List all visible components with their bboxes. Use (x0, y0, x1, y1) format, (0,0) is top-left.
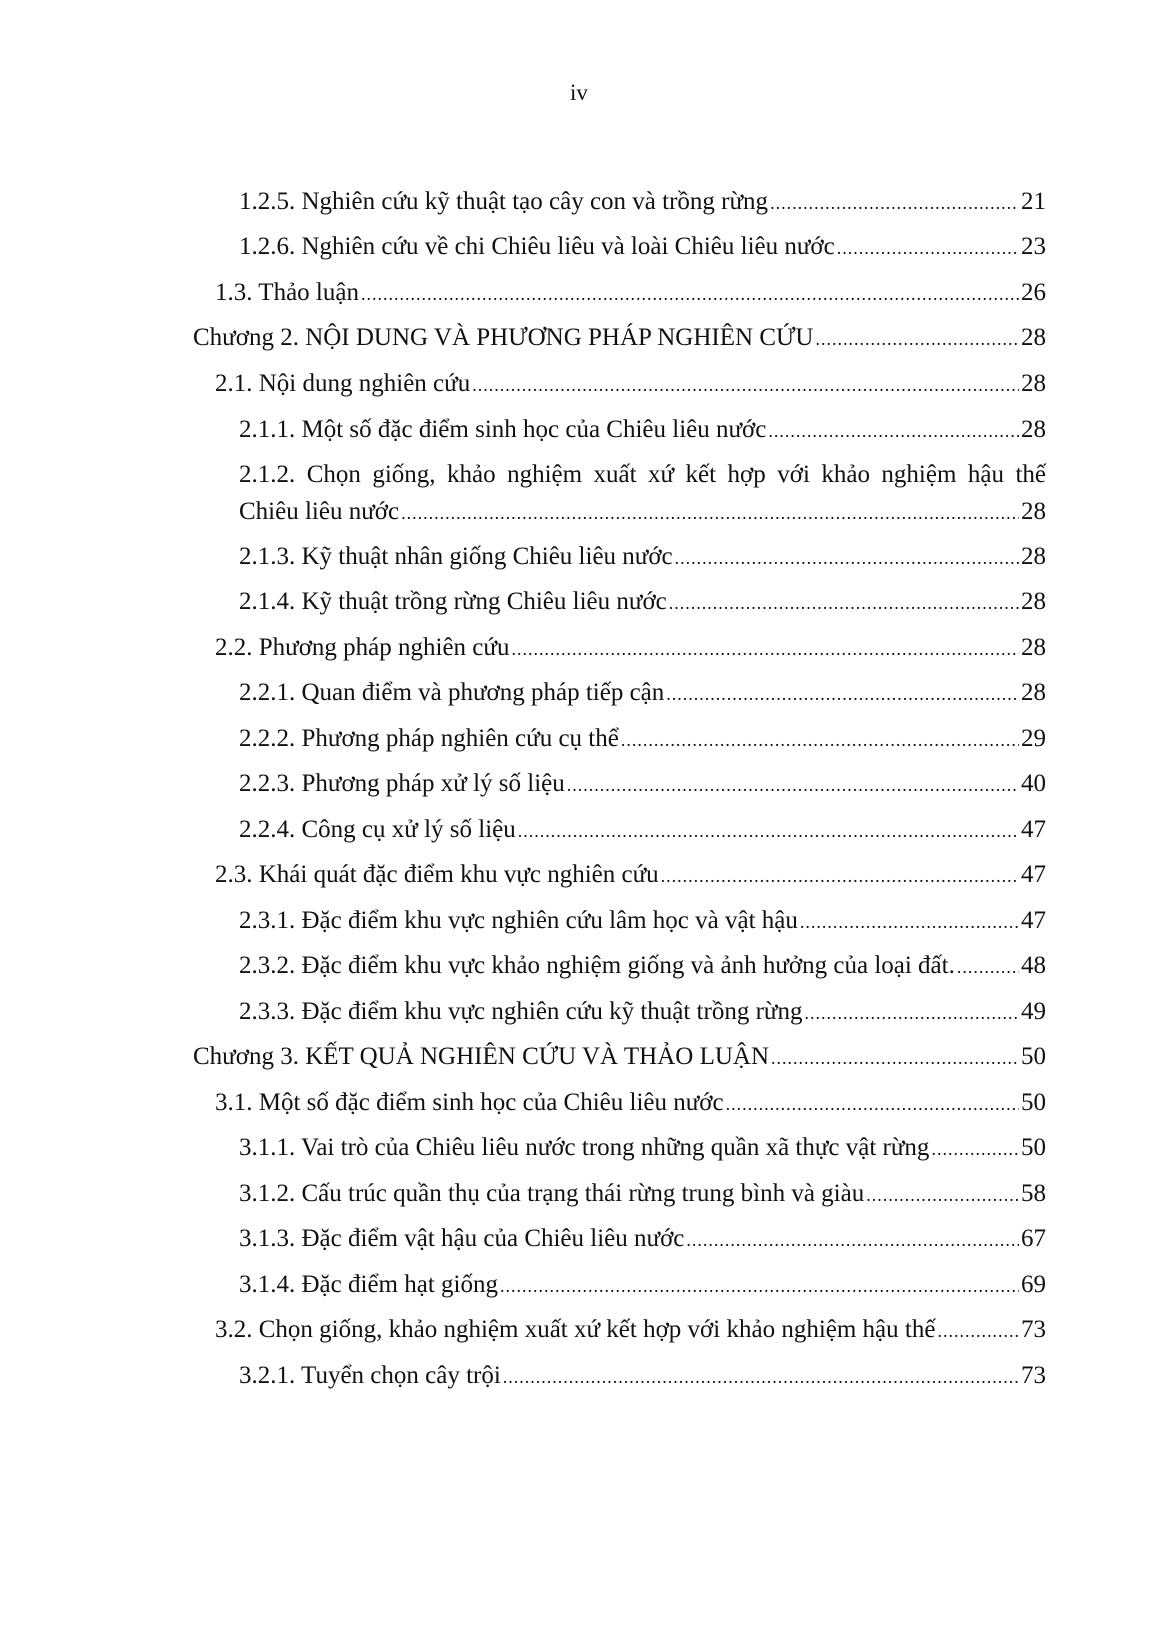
toc-entry-page: 28 (1021, 634, 1046, 661)
toc-entry-page: 47 (1021, 907, 1046, 934)
dot-leader (503, 1361, 1019, 1393)
toc-entry-title: 2.1.3. Kỹ thuật nhân giống Chiêu liêu nước (239, 543, 673, 570)
toc-entry-2-3-3[interactable] (239, 996, 1046, 1029)
dot-leader (472, 369, 1019, 401)
dot-leader (937, 1315, 1019, 1347)
toc-entry-page: 49 (1021, 998, 1046, 1025)
toc-entry-title: 2.3.2. Đặc điểm khu vực khảo nghiệm giống và ảnh hưởng của loại đất. (239, 952, 955, 979)
dot-leader (726, 1088, 1019, 1120)
toc-entry-page: 28 (1021, 543, 1046, 570)
dot-leader (661, 860, 1019, 892)
dot-leader (768, 415, 1019, 447)
toc-entry-title: 1.3. Thảo luận (215, 279, 359, 306)
dot-leader (770, 187, 1019, 219)
toc-entry-page: 58 (1021, 1180, 1046, 1207)
dot-leader (567, 769, 1019, 801)
toc-entry-3-2[interactable] (215, 1314, 1046, 1347)
toc-entry-3-1-4[interactable] (239, 1269, 1046, 1302)
toc-entry-title: 3.1.2. Cấu trúc quần thụ của trạng thái rừng trung bình và giàu (239, 1180, 865, 1207)
toc-entry-2-1-2[interactable] (239, 459, 1046, 529)
toc-entry-2-2[interactable] (215, 632, 1046, 665)
dot-leader (866, 1179, 1019, 1211)
dot-leader (401, 497, 1019, 529)
toc-entry-2-2-4[interactable] (239, 814, 1046, 847)
dot-leader (957, 951, 1019, 983)
toc-entry-3-1-1[interactable] (239, 1132, 1046, 1165)
toc-entry-page: 29 (1021, 725, 1046, 752)
toc-entry-1-2-5[interactable] (239, 186, 1046, 219)
dot-leader (804, 997, 1019, 1029)
dot-leader (675, 542, 1019, 574)
toc-entry-title: Chương 3. KẾT QUẢ NGHIÊN CỨU VÀ THẢO LUẬN (193, 1043, 770, 1070)
toc-entry-title: 3.1.4. Đặc điểm hạt giống (239, 1271, 498, 1298)
dot-leader (361, 278, 1019, 310)
dot-leader (837, 232, 1019, 264)
toc-entry-title: 2.3.3. Đặc điểm khu vực nghiên cứu kỹ thuật trồng rừng (239, 998, 803, 1025)
toc-entry-2-2-3[interactable] (239, 768, 1046, 801)
toc-entry-page: 40 (1021, 770, 1046, 797)
toc-entry-title: 2.3. Khái quát đặc điểm khu vực nghiên cứu (215, 861, 659, 888)
toc-entry-chapter-3[interactable] (193, 1041, 1046, 1074)
toc-entry-3-2-1[interactable] (239, 1360, 1046, 1393)
dot-leader (500, 1270, 1019, 1302)
page-number: iv (570, 80, 588, 105)
toc-entry-2-2-2[interactable] (239, 723, 1046, 756)
toc-entry-2-3-1[interactable] (239, 905, 1046, 938)
toc-entry-page: 50 (1021, 1134, 1046, 1161)
dot-leader (621, 724, 1019, 756)
toc-entry-page: 23 (1021, 233, 1046, 260)
toc-entry-2-3[interactable] (215, 859, 1046, 892)
toc-entry-title-cont: Chiêu liêu nước (239, 498, 400, 525)
toc-entry-page: 69 (1021, 1271, 1046, 1298)
toc-entry-2-1-3[interactable] (239, 541, 1046, 574)
toc-entry-page: 50 (1021, 1043, 1046, 1070)
toc-entry-page: 48 (1021, 952, 1046, 979)
toc-entry-title: 1.2.6. Nghiên cứu về chi Chiêu liêu và loài Chiêu liêu nước (239, 233, 835, 260)
dot-leader (931, 1133, 1019, 1165)
toc-entry-title: 3.1.3. Đặc điểm vật hậu của Chiêu liêu nước (239, 1225, 685, 1252)
toc-entry-title: 3.1. Một số đặc điểm sinh học của Chiêu liêu nước (215, 1089, 724, 1116)
toc-entry-page: 47 (1021, 816, 1046, 843)
toc-entry-title: 2.1.1. Một số đặc điểm sinh học của Chiêu liêu nước (239, 416, 767, 443)
toc-entry-title: Chương 2. NỘI DUNG VÀ PHƯƠNG PHÁP NGHIÊN CỨU (193, 324, 814, 351)
toc-entry-page: 21 (1021, 188, 1046, 215)
toc-entry-2-1-1[interactable] (239, 414, 1046, 447)
toc-entry-page: 26 (1021, 279, 1046, 306)
toc-entry-title: 2.2.4. Công cụ xử lý số liệu (239, 816, 516, 843)
toc-entry-3-1[interactable] (215, 1087, 1046, 1120)
toc-entry-title: 2.1. Nội dung nghiên cứu (215, 370, 471, 397)
toc-entry-page: 67 (1021, 1225, 1046, 1252)
toc-entry-page: 47 (1021, 861, 1046, 888)
dot-leader (666, 678, 1019, 710)
toc-entry-chapter-2[interactable] (193, 322, 1046, 355)
dot-leader (815, 323, 1019, 355)
toc-entry-3-1-3[interactable] (239, 1223, 1046, 1256)
toc-entry-title: 2.2.1. Quan điểm và phương pháp tiếp cận (239, 679, 665, 706)
toc-entry-page: 28 (1021, 498, 1046, 525)
toc-entry-title: 2.2.2. Phương pháp nghiên cứu cụ thể (239, 725, 619, 752)
toc-entry-title: 3.2.1. Tuyển chọn cây trội (239, 1362, 501, 1389)
toc-entry-continuation (239, 496, 1046, 529)
toc-entry-page: 73 (1021, 1316, 1046, 1343)
toc-entry-title: 2.2. Phương pháp nghiên cứu (215, 634, 510, 661)
dot-leader (518, 815, 1019, 847)
dot-leader (800, 906, 1019, 938)
toc-entry-title: 1.2.5. Nghiên cứu kỹ thuật tạo cây con và trồng rừng (239, 188, 769, 215)
toc-entry-2-1-4[interactable] (239, 586, 1046, 619)
toc-entry-page: 28 (1021, 679, 1046, 706)
toc-entry-2-3-2[interactable] (239, 950, 1046, 983)
toc-entry-title: 2.1.4. Kỹ thuật trồng rừng Chiêu liêu nước (239, 588, 667, 615)
toc-entry-1-3[interactable] (215, 277, 1046, 310)
dot-leader (511, 633, 1019, 665)
toc-entry-title: 2.2.3. Phương pháp xử lý số liệu (239, 770, 565, 797)
toc-entry-title: 2.1.2. Chọn giống, khảo nghiệm xuất xứ kết hợp với khảo nghiệm hậu thế (239, 461, 1046, 488)
toc-entry-title: 3.1.1. Vai trò của Chiêu liêu nước trong những quần xã thực vật rừng (239, 1134, 930, 1161)
toc-entry-3-1-2[interactable] (239, 1178, 1046, 1211)
toc-entry-title: 2.3.1. Đặc điểm khu vực nghiên cứu lâm học và vật hậu (239, 907, 798, 934)
dot-leader (771, 1042, 1019, 1074)
toc-entry-page: 73 (1021, 1362, 1046, 1389)
dot-leader (686, 1224, 1019, 1256)
toc-entry-page: 28 (1021, 370, 1046, 397)
toc-entry-2-1[interactable] (215, 368, 1046, 401)
toc-entry-page: 28 (1021, 588, 1046, 615)
toc-entry-page: 28 (1021, 324, 1046, 351)
toc-entry-page: 50 (1021, 1089, 1046, 1116)
toc-entry-title: 3.2. Chọn giống, khảo nghiệm xuất xứ kết hợp với khảo nghiệm hậu thế (215, 1316, 936, 1343)
dot-leader (669, 587, 1019, 619)
toc-entry-1-2-6[interactable] (239, 231, 1046, 264)
toc-entry-2-2-1[interactable] (239, 677, 1046, 710)
toc-entry-page: 28 (1021, 416, 1046, 443)
